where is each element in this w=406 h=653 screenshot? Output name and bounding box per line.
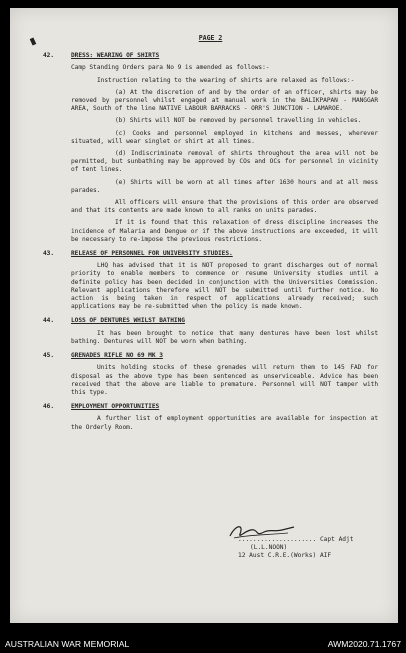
section-title: RELEASE OF PERSONNEL FOR UNIVERSITY STUDIES. <box>71 250 233 258</box>
order-section <box>43 403 378 432</box>
section-number: 44. <box>43 317 55 325</box>
signature-block <box>238 536 388 561</box>
section-title: GRENADES RIFLE NO 69 MK 3 <box>71 352 163 360</box>
footer-accession-number: AWM2020.71.1767 <box>327 639 401 649</box>
sections-container <box>43 52 378 432</box>
section-paragraph: (e) Shirts will be worn at all times after 1630 hours and at all mess parades. <box>71 178 378 194</box>
section-paragraph: A further list of employment opportunities are available for inspection at the Orderly Room. <box>71 415 378 431</box>
signature-line <box>238 536 388 544</box>
document-body <box>43 34 378 438</box>
section-paragraph: (d) Indiscriminate removal of shirts throughout the area will not be permitted, but sunbathing may be approved by COs and OCs for personnel in vicinity of tent lines. <box>71 150 378 174</box>
footer-institution: AUSTRALIAN WAR MEMORIAL <box>5 639 130 649</box>
section-number: 43. <box>43 250 55 258</box>
section-paragraph: (b) Shirts will NOT be removed by personnel travelling in vehicles. <box>115 117 362 125</box>
document-page <box>10 8 398 623</box>
section-paragraph: LHQ has advised that it is NOT proposed to grant discharges out of normal priority to enable members to commence or resume University studies until a definite policy has been decided in conjunction with the Universities Commission. Relevant applications therefore will NOT be submitted until further notice. No action is being taken in respect of applications already received; such applications may be re-submitted when the policy is made known. <box>71 262 378 311</box>
section-number: 45. <box>43 352 55 360</box>
order-section <box>43 52 378 244</box>
handwritten-signature <box>226 520 296 542</box>
section-paragraph: All officers will ensure that the provisions of this order are observed and that its contents are made known to all ranks on units parades. <box>71 199 378 215</box>
section-title: LOSS OF DENTURES WHILST BATHING <box>71 317 185 325</box>
section-paragraph: It has been brought to notice that many dentures have been lost whilst bathing. Dentures will NOT be worn when bathing. <box>71 329 378 345</box>
section-paragraph: Instruction relating to the wearing of shirts are relaxed as follows:- <box>97 76 355 84</box>
section-paragraph: (c) Cooks and personnel employed in kitchens and messes, wherever situated, will wear singlet or shirt at all times. <box>71 129 378 145</box>
signature-title: ..................... Capt Adjt <box>238 536 354 543</box>
archive-footer-bar <box>0 639 406 653</box>
section-title: EMPLOYMENT OPPORTUNITIES <box>71 403 160 411</box>
signatory-name: (L.L.NOON) <box>250 544 288 552</box>
section-title: DRESS: WEARING OF SHIRTS <box>71 52 160 60</box>
section-paragraph: (a) At the discretion of and by the order of an officer, shirts may be removed by personnel whilst engaged at manual work in the BALIKPAPAN - MANGGAR AREA, South of the line NATIVE LABOUR BARRACKS - ORR'S JUNCTION - LAMAROE. <box>71 88 378 113</box>
order-section <box>43 250 378 311</box>
order-section <box>43 352 378 397</box>
section-number: 42. <box>43 52 55 60</box>
section-paragraph: Units holding stocks of these grenades will return them to 145 FAD for disposal as the above type has been sentenced as unserviceable. Advice has been received that the above are liable to premature. Personnel will NOT tamper with this type. <box>71 364 378 396</box>
signatory-unit: 12 Aust C.R.E.(Works) AIF <box>238 552 332 560</box>
page-title: PAGE 2 <box>198 34 223 42</box>
order-section <box>43 317 378 346</box>
section-number: 46. <box>43 403 55 411</box>
punch-hole-mark <box>30 37 37 45</box>
section-paragraph: Camp Standing Orders para No 9 is amended as follows:- <box>71 64 270 72</box>
section-paragraph: If it is found that this relaxation of dress discipline increases the incidence of Malaria and Dengue or if the above instructions are exceeded, it will be necessary to re-impose the previous restrictions. <box>71 219 378 243</box>
